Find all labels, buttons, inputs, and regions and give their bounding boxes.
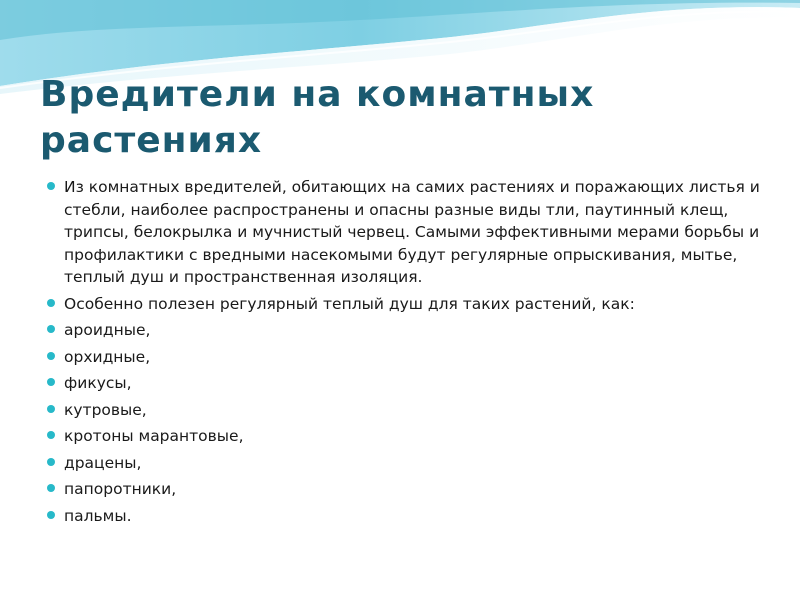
bullet-item <box>44 293 764 316</box>
bullet-text: кротоны марантовые, <box>64 427 244 445</box>
bullet-item <box>44 346 764 369</box>
bullet-item <box>44 319 764 342</box>
bullet-item <box>44 478 764 501</box>
bullet-dot-icon <box>47 431 55 439</box>
bullet-text: фикусы, <box>64 374 132 392</box>
slide-title: Вредители на комнатных растениях <box>40 74 595 161</box>
bullet-dot-icon <box>47 325 55 333</box>
bullet-list <box>44 176 764 531</box>
bullet-item <box>44 452 764 475</box>
bullet-item <box>44 372 764 395</box>
bullet-item <box>44 176 764 289</box>
bullet-dot-icon <box>47 378 55 386</box>
bullet-dot-icon <box>47 484 55 492</box>
bullet-item <box>44 399 764 422</box>
bullet-text: Из комнатных вредителей, обитающих на самих растениях и поражающих листья и стебли, наиболее распространены и опасны разные виды тли, паутинный клещ, трипсы, белокрылка и мучнистый червец. Самыми эффективными мерами борьбы и профилактики с вредными насекомыми будут регулярные опрыскивания, мытье, теплый душ и пространственная изоляция. <box>64 178 760 286</box>
bullet-dot-icon <box>47 511 55 519</box>
bullet-dot-icon <box>47 299 55 307</box>
bullet-dot-icon <box>47 405 55 413</box>
bullet-dot-icon <box>47 182 55 190</box>
bullet-text: орхидные, <box>64 347 151 366</box>
bullet-dot-icon <box>47 458 55 466</box>
bullet-text: ароидные, <box>64 321 151 339</box>
bullet-text: драцены, <box>64 453 142 472</box>
bullet-item <box>44 505 764 528</box>
bullet-dot-icon <box>47 352 55 360</box>
bullet-text: кутровые, <box>64 400 147 419</box>
bullet-item <box>44 425 764 448</box>
bullet-text: пальмы. <box>64 506 132 525</box>
bullet-text: папоротники, <box>64 480 177 498</box>
bullet-text: Особенно полезен регулярный теплый душ для таких растений, как: <box>64 294 635 313</box>
